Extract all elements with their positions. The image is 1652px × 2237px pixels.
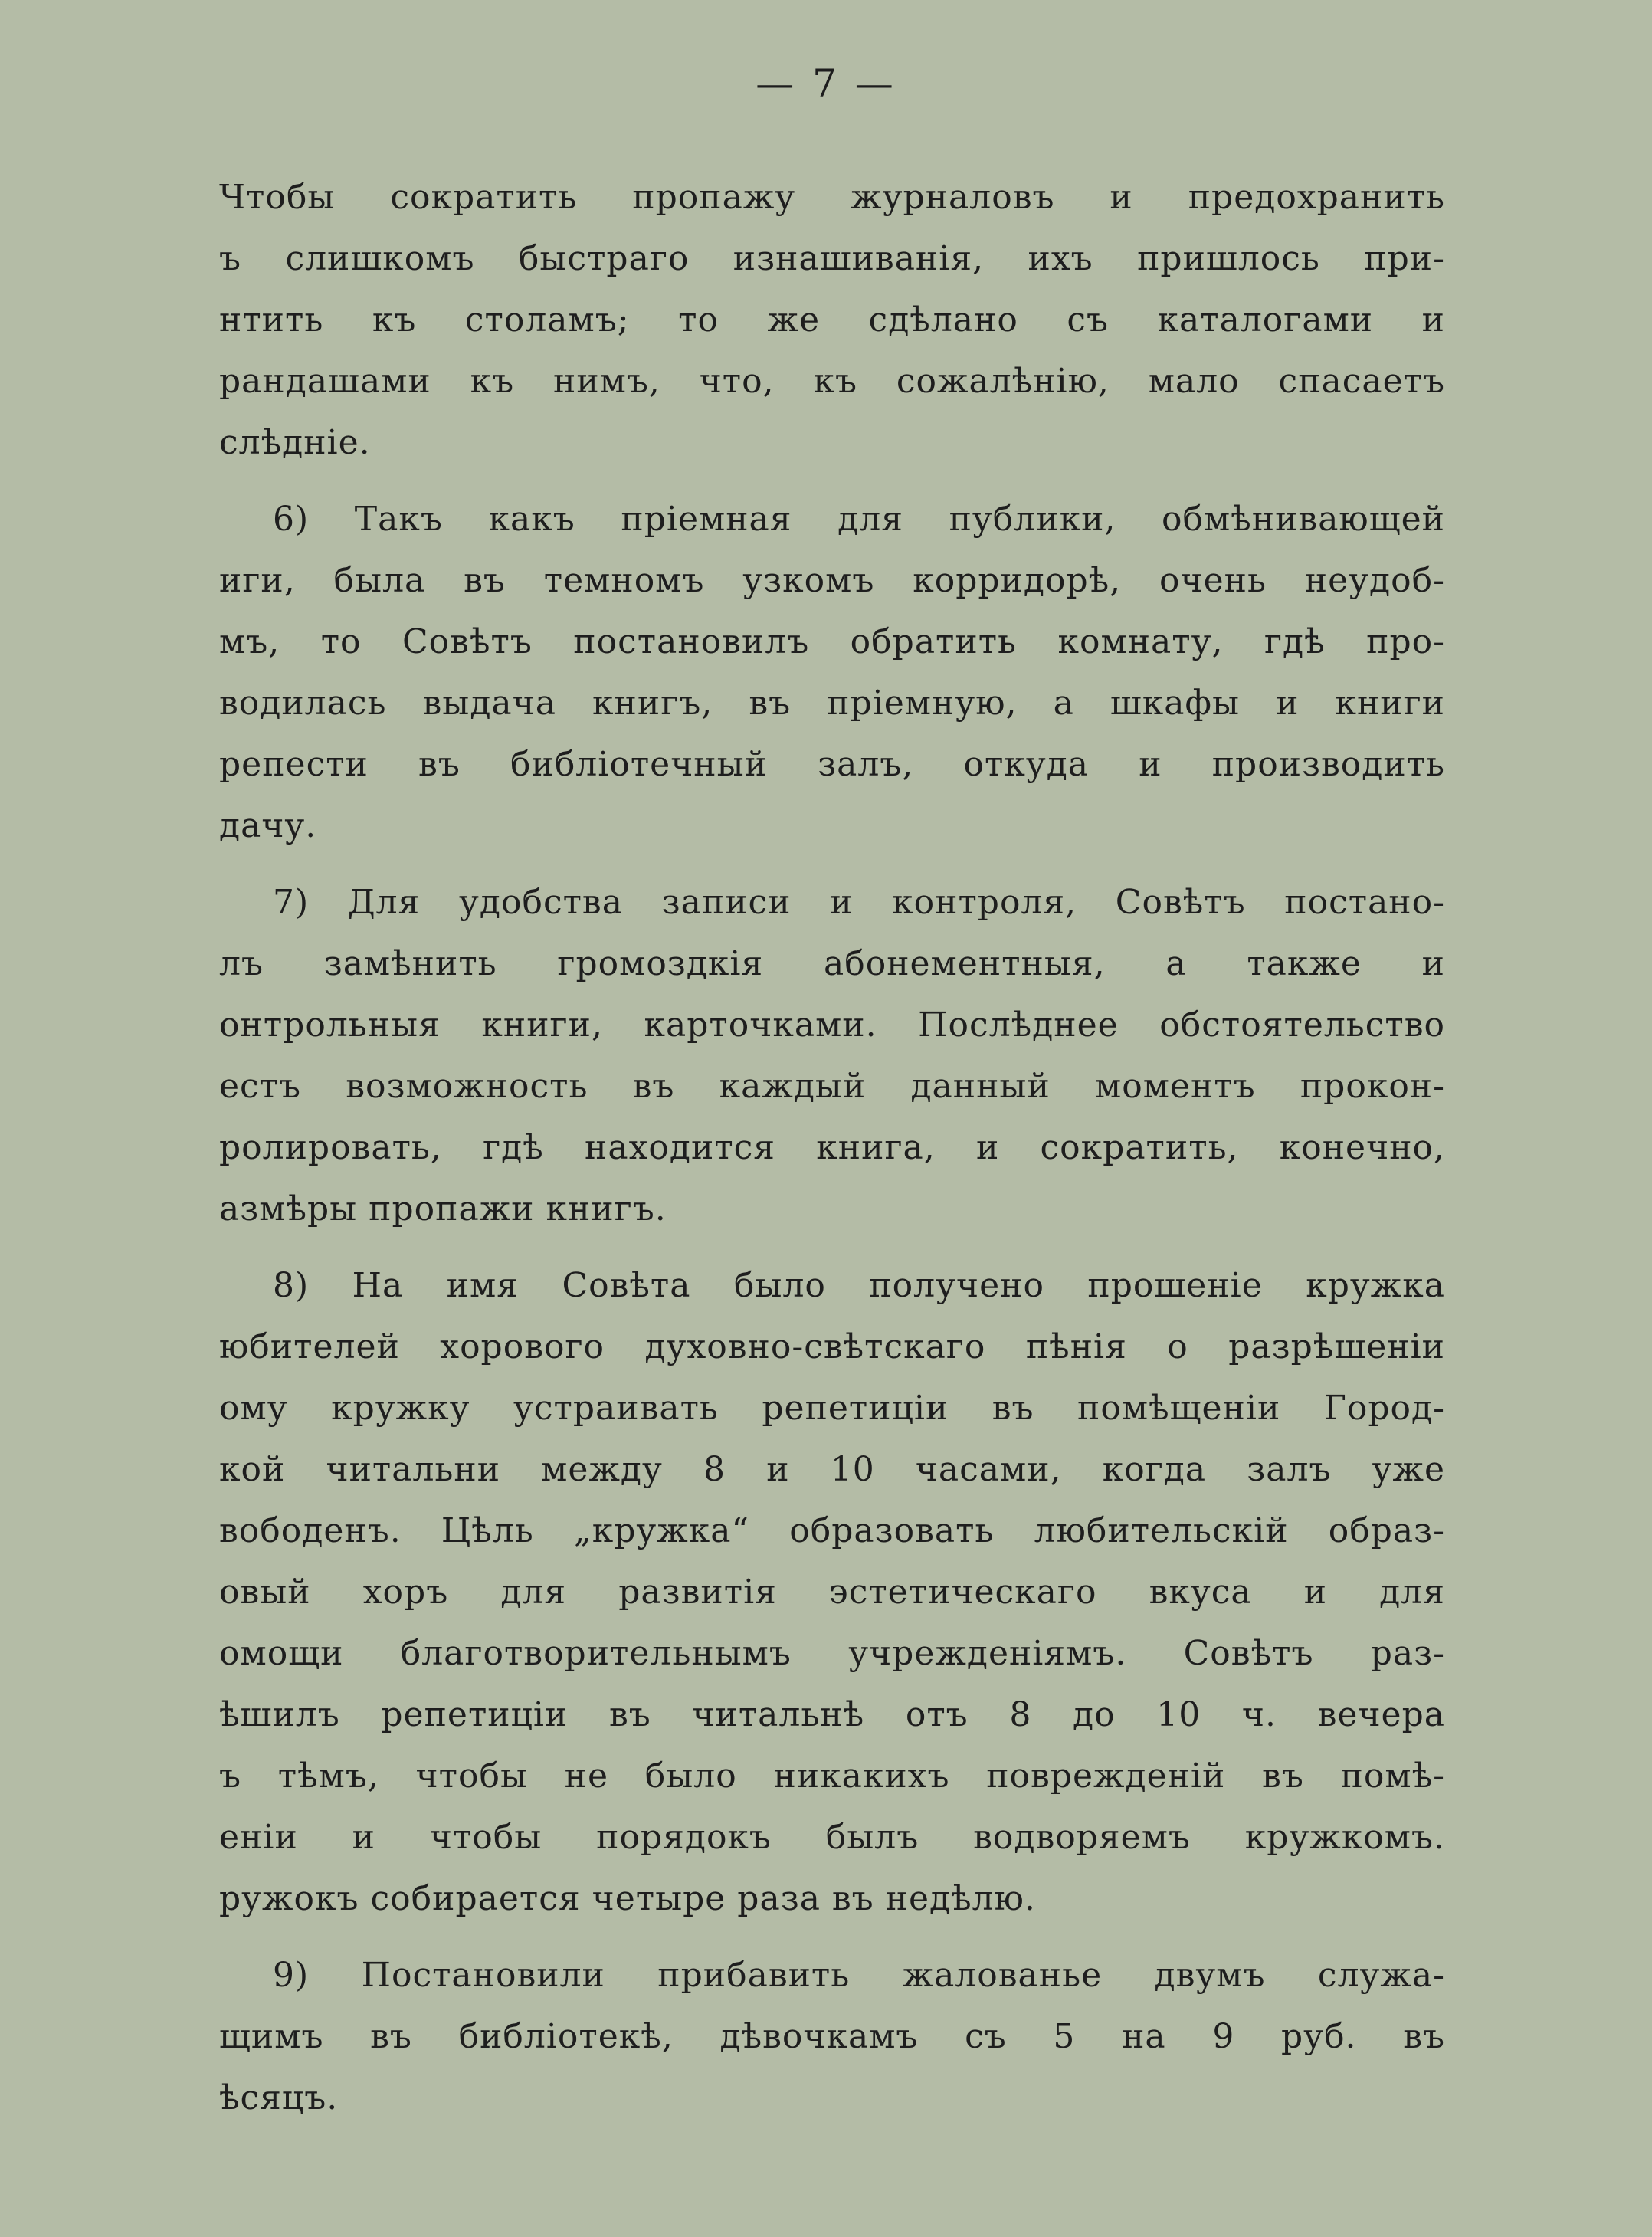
- text-line: 7) Для удобства записи и контроля, Совѣтъ постано-: [273, 883, 1445, 922]
- text-line: юбителей хорового духовно-свѣтскаго пѣнія о разрѣшеніи: [219, 1327, 1445, 1366]
- paragraph-7: [219, 872, 1445, 1240]
- text-line: ому кружку устраивать репетиціи въ помѣщеніи Город-: [219, 1389, 1445, 1428]
- text-line: естъ возможность въ каждый данный моментъ прокон-: [219, 1067, 1445, 1106]
- text-line: водилась выдача книгъ, въ пріемную, а шкафы и книги: [219, 684, 1445, 723]
- paragraph-1: [219, 167, 1445, 474]
- text-line: Чтобы сократить пропажу журналовъ и предохранить: [219, 178, 1445, 217]
- text-line: вободенъ. Цѣль „кружка“ образовать любительскій образ-: [219, 1511, 1445, 1550]
- text-line: омощи благотворительнымъ учрежденіямъ. Совѣтъ раз-: [219, 1634, 1445, 1673]
- text-line: азмѣры пропажи книгъ.: [219, 1189, 667, 1228]
- body-text: [219, 167, 1445, 2129]
- text-line: иги, была въ темномъ узкомъ корридорѣ, очень неудоб-: [219, 561, 1445, 600]
- paragraph-6: [219, 489, 1445, 857]
- paragraph-8: [219, 1255, 1445, 1930]
- paragraph-9: [219, 1945, 1445, 2129]
- text-line: овый хоръ для развитія эстетическаго вкуса и для: [219, 1573, 1445, 1612]
- text-line: дачу.: [219, 806, 317, 845]
- text-line: 9) Постановили прибавить жалованье двумъ служа-: [273, 1956, 1445, 1995]
- text-line: 6) Такъ какъ пріемная для публики, обмѣнивающей: [273, 500, 1445, 539]
- text-line: мъ, то Совѣтъ постановилъ обратить комнату, гдѣ про-: [219, 622, 1445, 661]
- text-line: нтить къ столамъ; то же сдѣлано съ каталогами и: [219, 300, 1445, 339]
- text-line: ъ слишкомъ быстраго изнашиванія, ихъ пришлось при-: [219, 239, 1445, 278]
- text-line: репести въ библіотечный залъ, откуда и производить: [219, 745, 1445, 784]
- text-line: слѣдніе.: [219, 423, 371, 462]
- page-number: — 7 —: [756, 61, 896, 106]
- text-line: онтрольныя книги, карточками. Послѣднее обстоятельство: [219, 1005, 1445, 1045]
- text-line: 8) На имя Совѣта было получено прошеніе кружка: [273, 1266, 1445, 1305]
- text-line: лъ замѣнить громоздкія абонементныя, а также и: [219, 944, 1445, 983]
- text-line: щимъ въ библіотекѣ, дѣвочкамъ съ 5 на 9 руб. въ: [219, 2017, 1445, 2056]
- text-line: ѣсяцъ.: [219, 2078, 339, 2117]
- text-line: ролировать, гдѣ находится книга, и сократить, конечно,: [219, 1128, 1445, 1167]
- text-line: еніи и чтобы порядокъ былъ водворяемъ кружкомъ.: [219, 1818, 1445, 1857]
- text-line: ъ тѣмъ, чтобы не было никакихъ поврежденій въ помѣ-: [219, 1756, 1445, 1796]
- text-line: рандашами къ нимъ, что, къ сожалѣнію, мало спасаетъ: [219, 362, 1445, 401]
- text-line: ѣшилъ репетиціи въ читальнѣ отъ 8 до 10 ч. вечера: [219, 1695, 1445, 1734]
- text-line: кой читальни между 8 и 10 часами, когда залъ уже: [219, 1450, 1445, 1489]
- text-line: ружокъ собирается четыре раза въ недѣлю.: [219, 1879, 1036, 1918]
